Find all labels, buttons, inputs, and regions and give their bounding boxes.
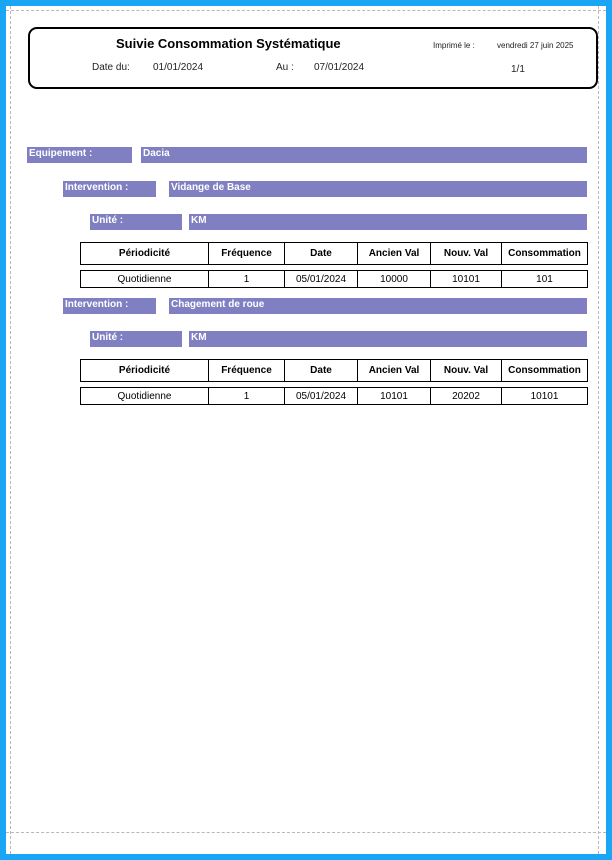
page-number: 1/1 [511, 64, 525, 75]
date-to-value: 07/01/2024 [314, 62, 365, 73]
cell-nouv-val: 20202 [431, 388, 502, 405]
intervention-label: Intervention : [63, 298, 156, 314]
column-header: Périodicité [81, 243, 209, 265]
printed-label: Imprimé le : [433, 41, 475, 50]
unit-value: KM [189, 331, 587, 347]
consumption-table [80, 242, 588, 288]
date-to-label: Au : [276, 62, 294, 73]
cell-date: 05/01/2024 [285, 271, 358, 288]
margin-guide-right [598, 6, 599, 854]
cell-ancien-val: 10101 [358, 388, 431, 405]
column-header: Fréquence [209, 243, 285, 265]
margin-guide-left [10, 6, 11, 854]
equipement-value: Dacia [141, 147, 587, 163]
equipement-label: Equipement : [27, 147, 132, 163]
column-header: Nouv. Val [431, 243, 502, 265]
table-row [81, 388, 588, 405]
table-header-row [81, 243, 588, 265]
cell-periodicite: Quotidienne [81, 388, 209, 405]
cell-periodicite: Quotidienne [81, 271, 209, 288]
report-page [6, 6, 606, 854]
cell-ancien-val: 10000 [358, 271, 431, 288]
column-header: Consommation [502, 360, 588, 382]
table-row [81, 271, 588, 288]
intervention-value: Chagement de roue [169, 298, 587, 314]
column-header: Date [285, 243, 358, 265]
cell-date: 05/01/2024 [285, 388, 358, 405]
column-header: Nouv. Val [431, 360, 502, 382]
cell-consommation: 101 [502, 271, 588, 288]
cell-frequence: 1 [209, 271, 285, 288]
column-header: Ancien Val [358, 360, 431, 382]
date-from-value: 01/01/2024 [153, 62, 204, 73]
column-header: Ancien Val [358, 243, 431, 265]
table-header-row [81, 360, 588, 382]
margin-guide-bottom [6, 832, 606, 833]
margin-guide-top [6, 10, 606, 11]
consumption-table [80, 359, 588, 405]
date-from-label: Date du: [92, 62, 130, 73]
printed-date: vendredi 27 juin 2025 [497, 41, 574, 50]
unit-label: Unité : [90, 214, 182, 230]
column-header: Consommation [502, 243, 588, 265]
column-header: Périodicité [81, 360, 209, 382]
column-header: Date [285, 360, 358, 382]
cell-frequence: 1 [209, 388, 285, 405]
unit-label: Unité : [90, 331, 182, 347]
intervention-value: Vidange de Base [169, 181, 587, 197]
cell-consommation: 10101 [502, 388, 588, 405]
column-header: Fréquence [209, 360, 285, 382]
report-header [28, 27, 598, 89]
cell-nouv-val: 10101 [431, 271, 502, 288]
unit-value: KM [189, 214, 587, 230]
intervention-label: Intervention : [63, 181, 156, 197]
report-title: Suivie Consommation Systématique [116, 36, 341, 51]
